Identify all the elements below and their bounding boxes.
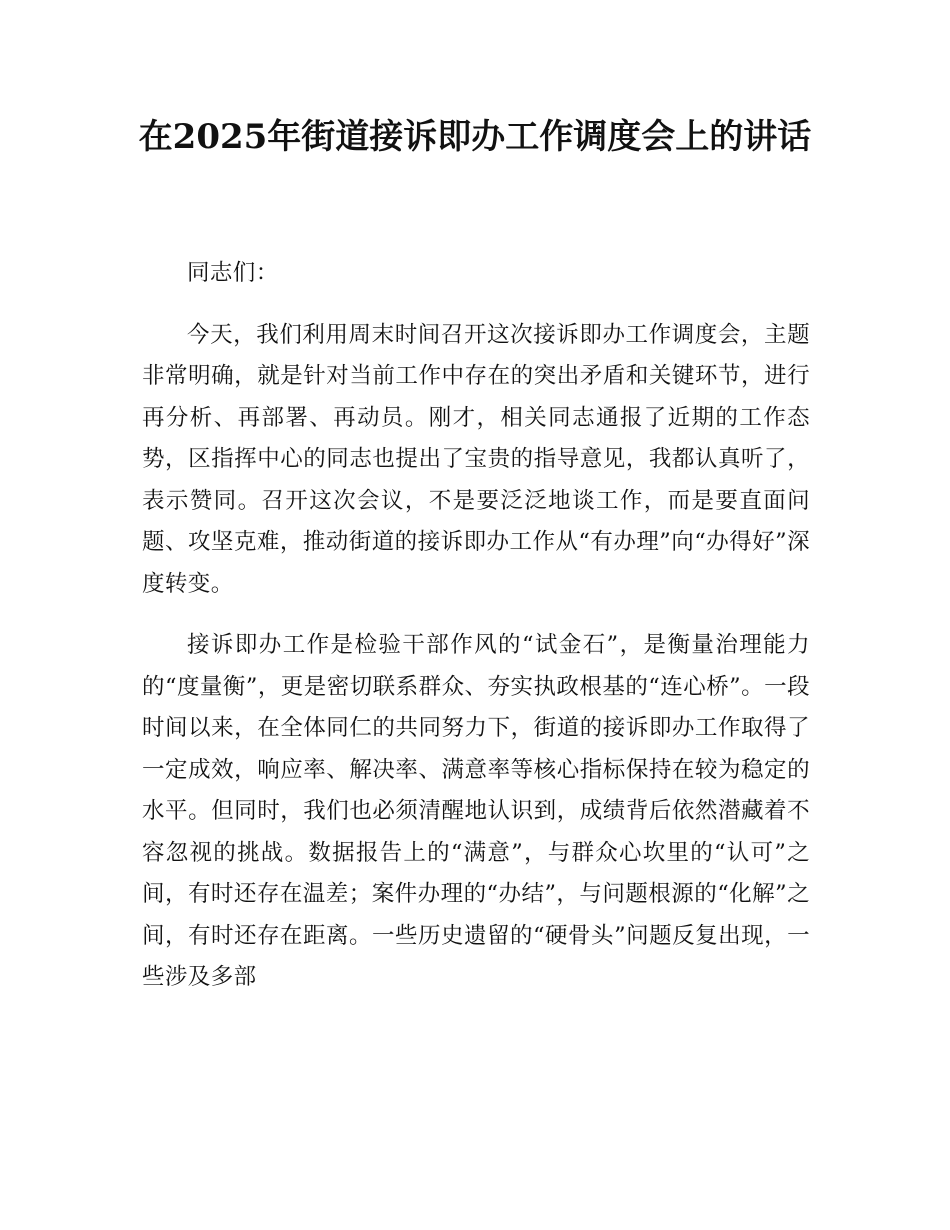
paragraph-1: 今天，我们利用周末时间召开这次接诉即办工作调度会，主题非常明确，就是针对当前工作中存在的突出矛盾和关键环节，进行再分析、再部署、再动员。刚才，相关同志通报了近期的工作态势，区指挥中心的同志也提出了宝贵的指导意见，我都认真听了，表示赞同。召开这次会议，不是要泛泛地谈工作，而是要直面问题、攻坚克难，推动街道的接诉即办工作从“有办理”向“办得好”深度转变。 <box>142 321 810 597</box>
salutation: 同志们： <box>187 260 279 286</box>
document-body <box>142 253 810 1019</box>
document-title: 在2025年街道接诉即办工作调度会上的讲话 <box>138 117 812 157</box>
paragraph-2: 接诉即办工作是检验干部作风的“试金石”，是衡量治理能力的“度量衡”，更是密切联系群众、夯实执政根基的“连心桥”。一段时间以来，在全体同仁的共同努力下，街道的接诉即办工作取得了一定成效，响应率、解决率、满意率等核心指标保持在较为稳定的水平。但同时，我们也必须清醒地认识到，成绩背后依然潜藏着不容忽视的挑战。数据报告上的“满意”，与群众心坎里的“认可”之间，有时还存在温差；案件办理的“办结”，与问题根源的“化解”之间，有时还存在距离。一些历史遗留的“硬骨头”问题反复出现，一些涉及多部 <box>142 632 810 990</box>
